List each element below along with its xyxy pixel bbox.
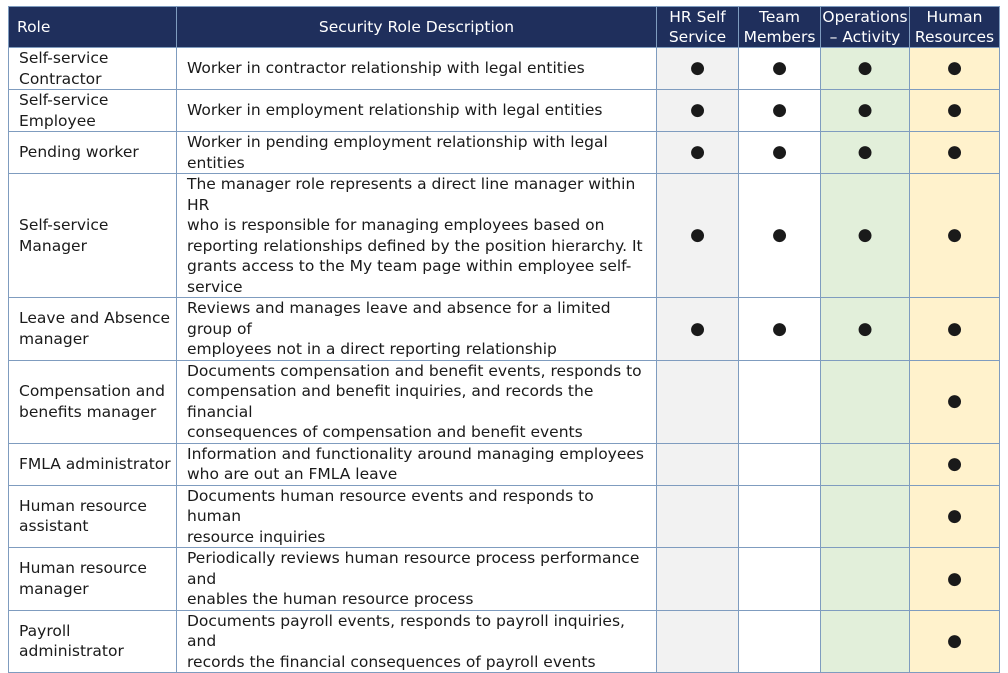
- hr-self-service-cell: [657, 360, 739, 443]
- role-line: benefits manager: [19, 402, 157, 421]
- header-human-resources-line2: Resources: [914, 28, 995, 46]
- role-line: Human resource: [19, 496, 147, 515]
- role-cell: [9, 548, 177, 611]
- role-cell: [9, 610, 177, 673]
- hr-self-service-cell: [657, 174, 739, 298]
- team-members-cell: [739, 174, 821, 298]
- role-line: assistant: [19, 517, 89, 536]
- bullet-icon: ●: [947, 506, 962, 526]
- role-cell: [9, 90, 177, 132]
- human-resources-cell: [910, 485, 1000, 548]
- bullet-icon: ●: [947, 142, 962, 163]
- operations-activity-cell: [821, 443, 910, 485]
- description-line: Documents compensation and benefit events, responds to: [187, 361, 642, 380]
- role-cell: [9, 360, 177, 443]
- header-human-resources: [910, 7, 1000, 48]
- table-row: [9, 48, 1000, 90]
- human-resources-cell: [910, 298, 1000, 361]
- role-line: Compensation and: [19, 382, 165, 400]
- table-row: [9, 174, 1000, 298]
- role-cell: [9, 298, 177, 361]
- bullet-icon: ●: [690, 100, 705, 121]
- role-line: Employee: [19, 111, 96, 130]
- operations-activity-cell: [821, 485, 910, 548]
- description-line: grants access to the My team page within employee self-: [187, 257, 632, 275]
- role-line: Self-service: [19, 49, 109, 67]
- operations-activity-cell: [821, 298, 910, 361]
- team-members-cell: [739, 610, 821, 673]
- human-resources-cell: [910, 548, 1000, 611]
- bullet-icon: ●: [857, 100, 873, 121]
- role-line: Self-service: [19, 91, 109, 109]
- description-line: Worker in pending employment relationship with legal entities: [187, 133, 608, 172]
- role-cell: [9, 48, 177, 90]
- hr-self-service-cell: [657, 548, 739, 611]
- bullet-icon: ●: [690, 225, 705, 246]
- human-resources-cell: [910, 48, 1000, 90]
- bullet-icon: ●: [947, 100, 962, 121]
- description-line: Worker in employment relationship with legal entities: [187, 101, 603, 120]
- bullet-icon: ●: [772, 225, 787, 246]
- team-members-cell: [739, 90, 821, 132]
- hr-self-service-cell: [657, 90, 739, 132]
- hr-self-service-cell: [657, 132, 739, 174]
- operations-activity-cell: [821, 360, 910, 443]
- header-human-resources-line1: Human: [926, 8, 983, 26]
- description-line: compensation and benefit inquiries, and records the financial: [187, 382, 594, 421]
- bullet-icon: ●: [857, 142, 873, 163]
- role-line: manager: [19, 329, 89, 348]
- operations-activity-cell: [821, 610, 910, 673]
- bullet-icon: ●: [857, 58, 873, 79]
- description-line: reporting relationships defined by the position hierarchy. It: [187, 236, 643, 255]
- role-cell: [9, 485, 177, 548]
- bullet-icon: ●: [772, 318, 787, 339]
- bullet-icon: ●: [690, 58, 705, 79]
- human-resources-cell: [910, 90, 1000, 132]
- description-line: Worker in contractor relationship with legal entities: [187, 59, 585, 78]
- operations-activity-cell: [821, 132, 910, 174]
- role-cell: [9, 132, 177, 174]
- header-operations-activity-line2: – Activity: [829, 28, 901, 46]
- header-row: [9, 7, 1000, 48]
- bullet-icon: ●: [857, 225, 873, 246]
- header-role: Role: [9, 7, 177, 48]
- bullet-icon: ●: [947, 225, 962, 246]
- hr-self-service-cell: [657, 485, 739, 548]
- bullet-icon: ●: [947, 568, 962, 589]
- bullet-icon: ●: [947, 58, 962, 79]
- table-row: [9, 360, 1000, 443]
- description-line: The manager role represents a direct line manager within HR: [187, 175, 636, 214]
- role-cell: [9, 443, 177, 485]
- description-cell: [177, 298, 657, 361]
- description-line: service: [187, 277, 243, 296]
- table-body: [9, 48, 1000, 673]
- description-cell: [177, 610, 657, 673]
- header-hr-self-service: [657, 7, 739, 48]
- description-line: records the financial consequences of payroll events: [187, 652, 596, 671]
- table-row: [9, 443, 1000, 485]
- bullet-icon: ●: [690, 142, 705, 163]
- table-row: [9, 90, 1000, 132]
- bullet-icon: ●: [947, 391, 962, 412]
- description-line: who is responsible for managing employees based on: [187, 216, 605, 234]
- operations-activity-cell: [821, 90, 910, 132]
- description-cell: [177, 485, 657, 548]
- description-cell: [177, 360, 657, 443]
- description-line: employees not in a direct reporting relationship: [187, 340, 557, 358]
- human-resources-cell: [910, 443, 1000, 485]
- header-team-members-line2: Members: [743, 28, 816, 46]
- description-cell: [177, 132, 657, 174]
- description-line: Information and functionality around managing employees: [187, 444, 645, 463]
- bullet-icon: ●: [772, 142, 787, 163]
- human-resources-cell: [910, 610, 1000, 673]
- human-resources-cell: [910, 360, 1000, 443]
- bullet-icon: ●: [772, 100, 787, 121]
- bullet-icon: ●: [947, 453, 962, 474]
- role-line: Pending worker: [19, 143, 139, 162]
- description-line: Periodically reviews human resource process performance and: [187, 549, 640, 588]
- hr-self-service-cell: [657, 48, 739, 90]
- team-members-cell: [739, 48, 821, 90]
- bullet-icon: ●: [772, 58, 787, 79]
- role-line: administrator: [19, 642, 124, 661]
- description-line: consequences of compensation and benefit events: [187, 423, 583, 441]
- table-row: [9, 548, 1000, 611]
- description-cell: [177, 174, 657, 298]
- description-line: Documents human resource events and responds to human: [187, 486, 594, 525]
- header-hr-self-service-line1: HR Self: [669, 8, 726, 26]
- description-cell: [177, 443, 657, 485]
- human-resources-cell: [910, 174, 1000, 298]
- role-line: Manager: [19, 236, 87, 255]
- description-line: Documents payroll events, responds to payroll inquiries, and: [187, 611, 625, 650]
- description-cell: [177, 548, 657, 611]
- role-line: Payroll: [19, 621, 71, 640]
- description-line: who are out an FMLA leave: [187, 465, 398, 483]
- role-line: Leave and Absence: [19, 309, 171, 328]
- header-team-members: [739, 7, 821, 48]
- header-operations-activity: [821, 7, 910, 48]
- bullet-icon: ●: [857, 318, 873, 339]
- team-members-cell: [739, 548, 821, 611]
- role-line: Self-service: [19, 216, 109, 234]
- operations-activity-cell: [821, 48, 910, 90]
- security-roles-table: [8, 6, 1000, 673]
- team-members-cell: [739, 360, 821, 443]
- operations-activity-cell: [821, 548, 910, 611]
- role-line: FMLA administrator: [19, 454, 171, 473]
- human-resources-cell: [910, 132, 1000, 174]
- role-line: Human resource: [19, 559, 147, 578]
- bullet-icon: ●: [947, 318, 962, 339]
- table-row: [9, 485, 1000, 548]
- description-line: enables the human resource process: [187, 590, 474, 608]
- team-members-cell: [739, 443, 821, 485]
- header-team-members-line1: Team: [759, 8, 800, 26]
- bullet-icon: ●: [947, 631, 962, 651]
- hr-self-service-cell: [657, 298, 739, 361]
- description-line: Reviews and manages leave and absence for a limited group of: [187, 299, 611, 338]
- team-members-cell: [739, 298, 821, 361]
- hr-self-service-cell: [657, 610, 739, 673]
- role-line: manager: [19, 579, 89, 598]
- header-description: Security Role Description: [177, 7, 657, 48]
- table-row: [9, 610, 1000, 673]
- table-row: [9, 298, 1000, 361]
- team-members-cell: [739, 132, 821, 174]
- description-cell: [177, 90, 657, 132]
- header-hr-self-service-line2: Service: [668, 28, 727, 46]
- header-operations-activity-line1: Operations: [822, 8, 908, 26]
- role-line: Contractor: [19, 69, 102, 88]
- description-cell: [177, 48, 657, 90]
- operations-activity-cell: [821, 174, 910, 298]
- bullet-icon: ●: [690, 318, 705, 339]
- hr-self-service-cell: [657, 443, 739, 485]
- table-row: [9, 132, 1000, 174]
- description-line: resource inquiries: [187, 527, 326, 546]
- team-members-cell: [739, 485, 821, 548]
- role-cell: [9, 174, 177, 298]
